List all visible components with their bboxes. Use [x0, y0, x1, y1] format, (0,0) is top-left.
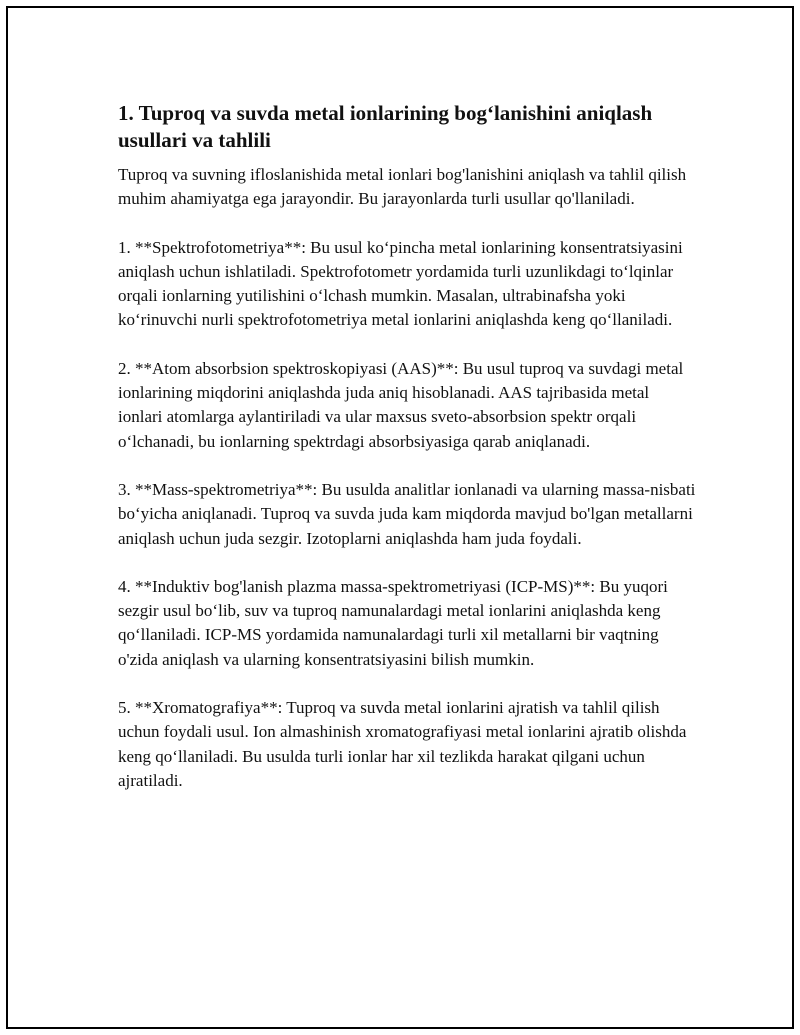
intro-paragraph: Tuproq va suvning ifloslanishida metal ionlari bog'lanishini aniqlash va tahlil qilish muhim ahamiyatga ega jarayondir. Bu jarayonlarda turli usullar qo'llaniladi. — [118, 165, 687, 209]
method-mass-spektrometriya-paragraph: 3. **Mass-spektrometriya**: Bu usulda analitlar ionlanadi va ularning massa-nisbati bo‘yicha aniqlanadi. Tuproq va suvda juda kam miqdorda mavjud bo'lgan metallarni aniqlash uchun juda sezgir. Izotoplarni aniqlashda ham juda foydali. — [118, 479, 696, 548]
section-heading: 1. Tuproq va suvda metal ionlarining bog‘lanishini aniqlash usullari va tahlili — [118, 101, 653, 152]
method-xromatografiya-paragraph: 5. **Xromatografiya**: Tuproq va suvda metal ionlarini ajratish va tahlil qilish uchun foydali usul. Ion almashinish xromatografiyasi metal ionlarini ajratib olishda keng qo‘llaniladi. Bu usulda turli ionlar har xil tezlikda harakat qilgani uchun ajratiladi. — [118, 698, 687, 790]
method-icp-ms-paragraph: 4. **Induktiv bog'lanish plazma massa-spektrometriyasi (ICP-MS)**: Bu yuqori sezgir usul bo‘lib, suv va tuproq namunalardagi metal ionlarini aniqlashda keng qo‘llaniladi. ICP-MS yordamida namunalardagi turli xil metallarni bir vaqtning o'zida aniqlash va ularning konsentratsiyasini bilish mumkin. — [118, 576, 668, 669]
method-aas-paragraph: 2. **Atom absorbsion spektroskopiyasi (AAS)**: Bu usul tuproq va suvdagi metal ionlarining miqdorini aniqlashda juda aniq hisoblanadi. AAS tajribasida metal ionlari atomlarga aylantiriladi va ular maxsus sveto-absorbsion spektr orqali o‘lchanadi, bu ionlarning spektrdagi absorbsiyasiga qarab aniqlanadi. — [118, 358, 684, 451]
page-frame — [6, 6, 794, 1029]
method-spektrofotometriya-paragraph: 1. **Spektrofotometriya**: Bu usul ko‘pincha metal ionlarining konsentratsiyasini aniqlash uchun ishlatiladi. Spektrofotometr yordamida turli uzunlikdagi to‘lqinlar orqali ionlarning yutilishini o‘lchash mumkin. Masalan, ultrabinafsha yoki ko‘rinuvchi nurli spektrofotometriya metal ionlarini aniqlashda keng qo‘llaniladi. — [118, 237, 683, 330]
document-body — [118, 100, 696, 817]
